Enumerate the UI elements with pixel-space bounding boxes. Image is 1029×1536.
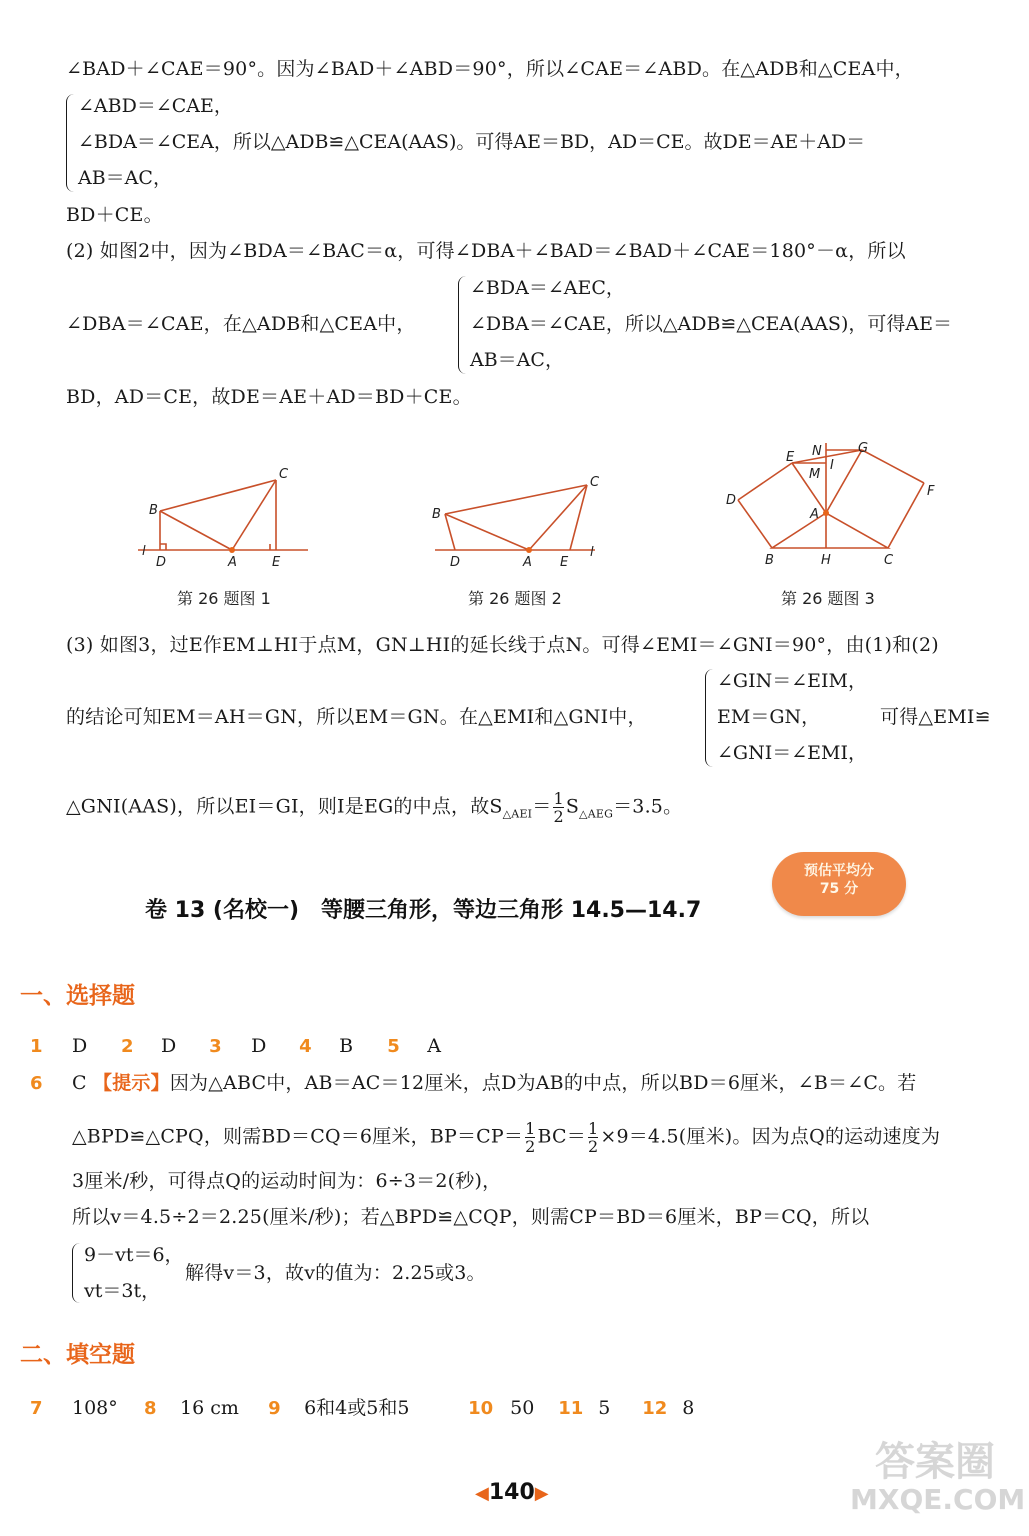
badge-label: 预估平均分 <box>804 863 874 879</box>
system-row: ∠DBA＝∠CAE，所以△ADB≌△CEA(AAS)，可得AE＝ <box>470 313 952 335</box>
point-label: G <box>858 441 869 456</box>
point-label: C <box>590 475 600 490</box>
answer-value: 8 <box>682 1397 695 1419</box>
point-label: D <box>156 555 167 570</box>
solution-line: 所以v＝4.5÷2＝2.25(厘米/秒)；若△BPD≌△CQP，则需CP＝BD＝6厘米，BP＝CQ，所以 <box>72 1206 870 1228</box>
watermark-logo <box>850 1439 1026 1516</box>
figure-caption: 第 26 题图 3 <box>781 589 875 608</box>
page-number <box>475 1480 549 1505</box>
point-label: H <box>821 553 831 568</box>
point-label: M <box>809 467 821 482</box>
solution-line: ∠BAD＋∠CAE＝90°。因为∠BAD＋∠ABD＝90°，所以∠CAE＝∠ABD。在△ADB和△CEA中， <box>66 58 914 80</box>
question-number: 12 <box>642 1398 668 1419</box>
question-number: 3 <box>209 1036 222 1057</box>
answer-value: 6和4或5和5 <box>304 1397 410 1419</box>
line-label: l <box>590 545 594 560</box>
watermark-text: 答案圈 <box>875 1439 995 1485</box>
solution-line: 解得v＝3，故v的值为：2.25或3。 <box>185 1262 486 1284</box>
section-title: 一、选择题 <box>20 983 135 1009</box>
answer-value: D <box>161 1035 177 1057</box>
fraction-numerator: 1 <box>587 1119 599 1138</box>
left-brace <box>72 1243 83 1303</box>
choice-answers <box>30 1035 441 1061</box>
text-run: ＝ <box>532 795 552 818</box>
figure-caption: 第 26 题图 2 <box>468 589 562 608</box>
text-run: 因为△ABC中，AB＝AC＝12厘米，点D为AB的中点，所以BD＝6厘米，∠B＝∠C。若 <box>169 1072 917 1094</box>
point-label: C <box>279 467 289 482</box>
answer-value: 108° <box>72 1397 118 1419</box>
solution-line: 可得△EMI≌ <box>880 706 991 728</box>
text-run: △GNI(AAS)，所以EI＝GI，则I是EG的中点，故S <box>66 795 503 818</box>
system-row: ∠BDA＝∠CEA，所以△ADB≌△CEA(AAS)。可得AE＝BD，AD＝CE。故DE＝AE＋AD＝ <box>78 131 866 153</box>
solution-line: ∠DBA＝∠CAE，在△ADB和△CEA中， <box>66 313 416 335</box>
fraction-numerator: 1 <box>525 1119 536 1138</box>
point-label: B <box>432 507 441 522</box>
point-label: A <box>523 555 532 570</box>
solution-line: BD，AD＝CE，故DE＝AE＋AD＝BD＋CE。 <box>66 386 472 408</box>
answer-value: D <box>72 1035 88 1057</box>
right-arrow-icon: ▶ <box>534 1483 549 1504</box>
geometry-figure-3 <box>720 438 950 578</box>
geometry-figure-2 <box>425 470 615 578</box>
solution-line: 的结论可知EM＝AH＝GN，所以EM＝GN。在△EMI和△GNI中， <box>66 706 647 728</box>
question-number: 6 <box>30 1073 43 1094</box>
text-run: BC＝ <box>537 1125 586 1148</box>
solution-line: BD＋CE。 <box>66 204 163 226</box>
point-label: D <box>450 555 461 570</box>
point-label: A <box>228 555 237 570</box>
point-label: F <box>927 484 935 499</box>
exam-title: 卷 13 (名校一) 等腰三角形，等边三角形 14.5—14.7 <box>145 898 702 923</box>
question-number: 7 <box>30 1398 43 1419</box>
fraction-denominator: 2 <box>525 1137 536 1156</box>
question-number: 9 <box>268 1398 281 1419</box>
point-label: A <box>810 507 819 522</box>
question-number: 11 <box>558 1398 584 1419</box>
question-number: 5 <box>387 1036 400 1057</box>
question-number: 1 <box>30 1036 43 1057</box>
left-brace <box>458 276 469 374</box>
left-brace <box>66 94 77 192</box>
answer-value: A <box>427 1035 441 1057</box>
system-row: ∠BDA＝∠AEC， <box>470 277 625 299</box>
answer-value: C <box>72 1072 87 1094</box>
text-run: ＝3.5。 <box>613 795 683 818</box>
solution-line <box>66 790 682 826</box>
solution-line: (2) 如图2中，因为∠BDA＝∠BAC＝α，可得∠DBA＋∠BAD＝∠BAD＋∠CAE＝180°－α，所以 <box>66 240 906 262</box>
question-number: 4 <box>299 1036 312 1057</box>
answer-value: B <box>339 1035 354 1057</box>
left-brace <box>705 669 716 767</box>
text-run: S <box>565 795 580 818</box>
answer-value: 5 <box>598 1397 611 1419</box>
fraction-denominator: 2 <box>553 807 564 826</box>
fraction <box>525 1120 535 1155</box>
system-row: AB＝AC， <box>470 349 564 371</box>
fraction-numerator: 1 <box>553 789 564 808</box>
answer-value: 50 <box>510 1397 535 1419</box>
figure-caption: 第 26 题图 1 <box>177 589 271 608</box>
system-row: ∠GIN＝∠EIM， <box>717 670 867 692</box>
system-row: vt＝3t， <box>84 1280 161 1302</box>
average-score-badge <box>772 852 906 916</box>
point-label: E <box>560 555 569 570</box>
hint-label: 【提示】 <box>93 1072 170 1094</box>
question-number: 8 <box>144 1398 157 1419</box>
question-number: 2 <box>121 1036 134 1057</box>
point-label: B <box>765 553 774 568</box>
system-row: AB＝AC， <box>78 167 172 189</box>
solution-line: 3厘米/秒，可得点Q的运动时间为：6÷3＝2(秒)， <box>72 1170 502 1192</box>
badge-value: 75 分 <box>819 881 859 897</box>
point-label: I <box>830 458 834 473</box>
page-number-text: 140 <box>488 1480 535 1505</box>
solution-line <box>72 1120 940 1155</box>
point-label: N <box>812 444 822 459</box>
answer-value: 16 cm <box>180 1397 239 1419</box>
subscript: △AEI <box>502 807 533 821</box>
point-label: E <box>786 450 795 465</box>
subscript: △AEG <box>579 807 614 821</box>
point-label: C <box>884 553 894 568</box>
section-title: 二、填空题 <box>20 1342 135 1368</box>
text-run: △BPD≌△CPQ，则需BD＝CQ＝6厘米，BP＝CP＝ <box>72 1125 524 1148</box>
fraction-denominator: 2 <box>587 1137 599 1156</box>
solution-line <box>30 1071 916 1096</box>
text-run: ×9＝4.5(厘米)。因为点Q的运动速度为 <box>600 1125 941 1148</box>
watermark-url: MXQE.COM <box>850 1483 1026 1516</box>
line-label: l <box>142 544 146 559</box>
system-row: ∠GNI＝∠EMI， <box>717 742 867 764</box>
system-row: EM＝GN， <box>717 706 821 728</box>
fill-answers <box>30 1393 694 1419</box>
fraction <box>553 790 563 825</box>
solution-line: (3) 如图3，过E作EM⊥HI于点M，GN⊥HI的延长线于点N。可得∠EMI＝∠GNI＝90°，由(1)和(2) <box>66 634 939 656</box>
geometry-figure-1 <box>130 458 320 578</box>
question-number: 10 <box>468 1398 494 1419</box>
point-label: B <box>149 503 158 518</box>
point-label: D <box>726 493 737 508</box>
left-arrow-icon: ◀ <box>475 1483 489 1504</box>
system-row: ∠ABD＝∠CAE， <box>78 95 233 117</box>
answer-value: D <box>251 1035 267 1057</box>
point-label: E <box>272 555 281 570</box>
system-row: 9－vt＝6， <box>84 1244 184 1266</box>
fraction <box>588 1120 598 1155</box>
